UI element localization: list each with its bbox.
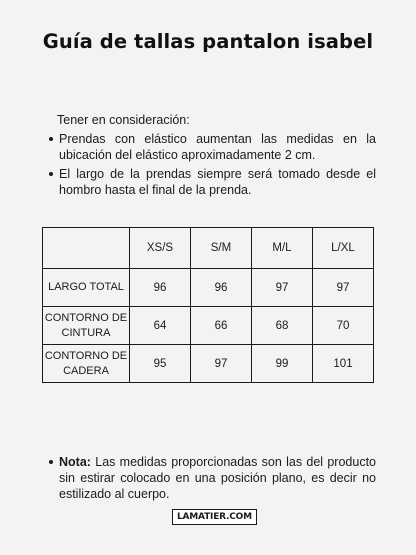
- row-label: CONTORNO DE CINTURA: [43, 307, 130, 345]
- table-row: [43, 269, 374, 307]
- notes-list: [46, 131, 376, 201]
- footnote-item: [46, 454, 376, 502]
- table-cell: 64: [130, 307, 191, 345]
- table-cell: 95: [130, 345, 191, 383]
- footnote-list: [46, 454, 376, 502]
- table-row: [43, 307, 374, 345]
- table-corner-cell: [43, 228, 130, 269]
- note-item: Prendas con elástico aumentan las medidas en la ubicación del elástico aproximadamente 2 cm.: [46, 131, 376, 163]
- table-cell: 66: [191, 307, 252, 345]
- table-cell: 96: [191, 269, 252, 307]
- size-header-l-xl: L/XL: [313, 228, 374, 269]
- table-cell: 97: [191, 345, 252, 383]
- page-title: Guía de tallas pantalon isabel: [42, 30, 374, 53]
- table-cell: 99: [252, 345, 313, 383]
- table-cell: 68: [252, 307, 313, 345]
- size-header-m-l: M/L: [252, 228, 313, 269]
- table-header-row: [43, 228, 374, 269]
- row-label: CONTORNO DE CADERA: [43, 345, 130, 383]
- brand-badge: LAMATIER.COM: [172, 509, 257, 525]
- intro-text: Tener en consideración:: [57, 113, 190, 127]
- table-cell: 97: [313, 269, 374, 307]
- table-row: [43, 345, 374, 383]
- table-cell: 97: [252, 269, 313, 307]
- row-label: LARGO TOTAL: [43, 269, 130, 307]
- footnote-text: Las medidas proporcionadas son las del producto sin estirar colocado en una posición plano, es decir no estilizado al cuerpo.: [59, 455, 376, 501]
- table-cell: 70: [313, 307, 374, 345]
- table-cell: 101: [313, 345, 374, 383]
- size-table: [42, 227, 374, 383]
- footnote-label: Nota:: [59, 455, 91, 469]
- table-cell: 96: [130, 269, 191, 307]
- size-header-xs-s: XS/S: [130, 228, 191, 269]
- size-header-s-m: S/M: [191, 228, 252, 269]
- note-item: El largo de la prendas siempre será tomado desde el hombro hasta el final de la prenda.: [46, 166, 376, 198]
